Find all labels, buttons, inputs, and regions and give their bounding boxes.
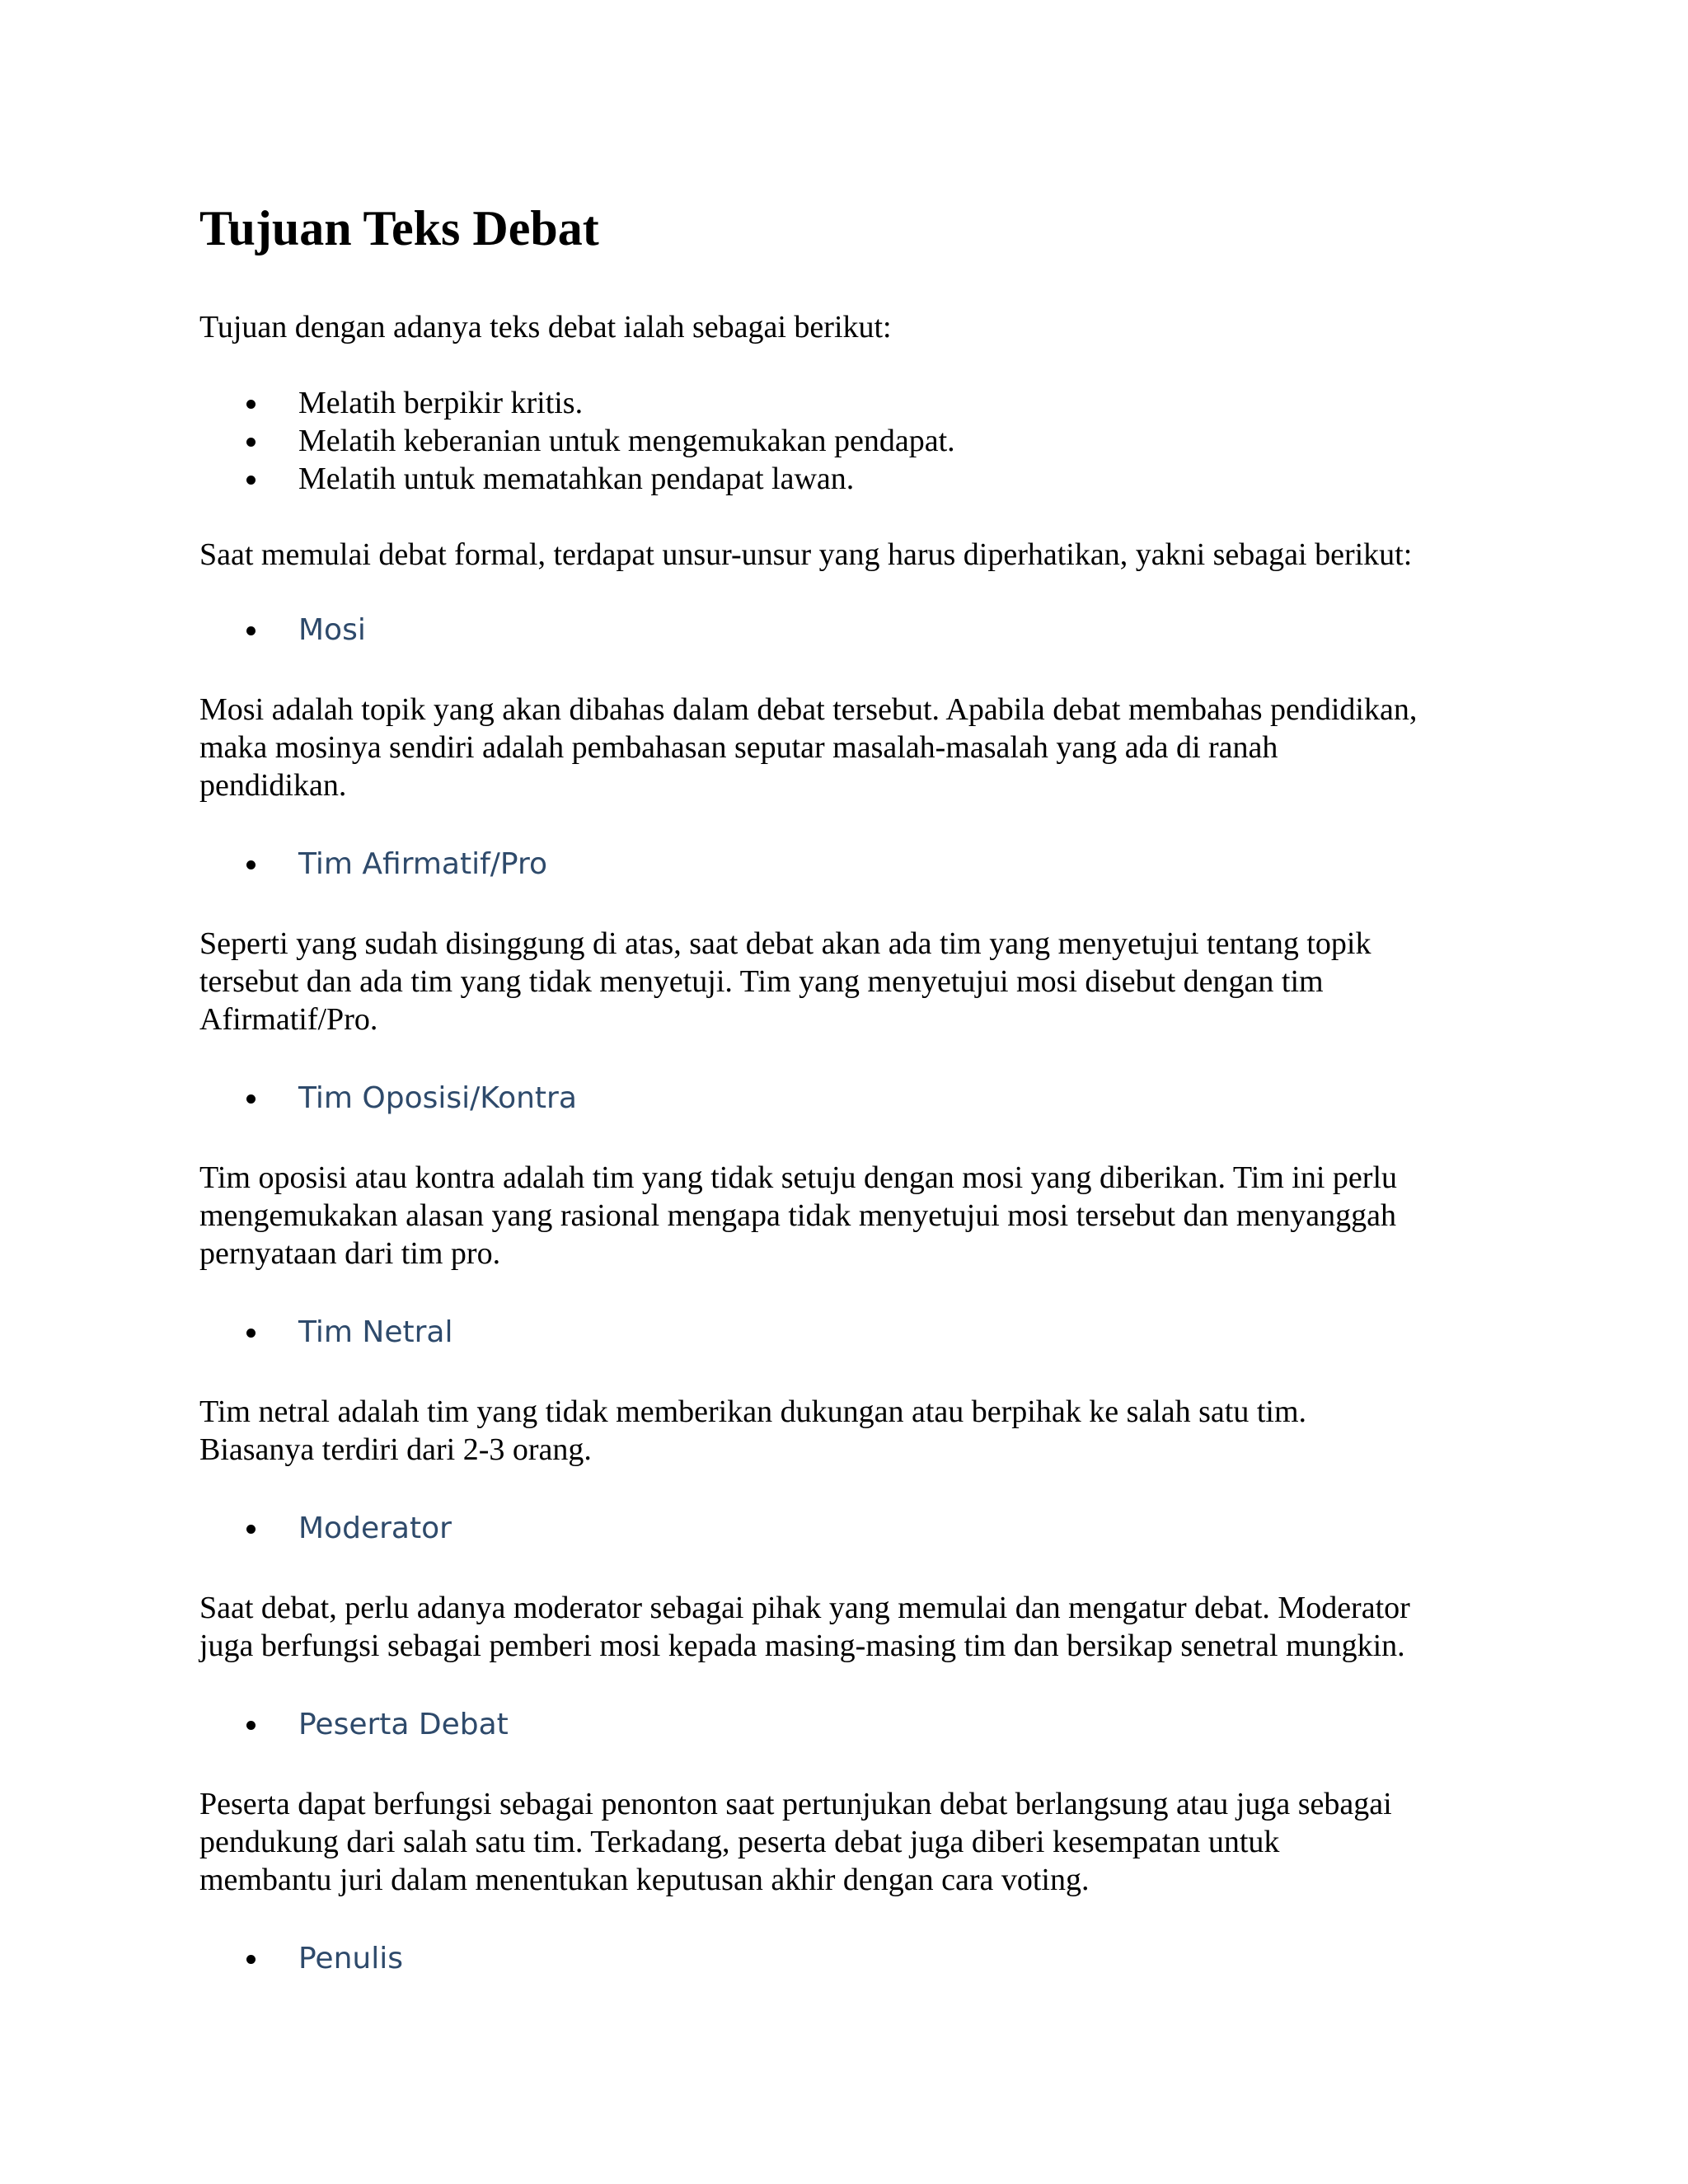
section-heading-label: Penulis [298,1942,403,1975]
section-heading-label: Mosi [298,613,366,647]
list-item [199,422,1485,460]
paragraph-line: Biasanya terdiri dari 2-3 orang. [199,1432,592,1467]
list-item [199,460,1485,498]
bullet-icon [246,1525,256,1534]
section-paragraph-netral [199,1393,1485,1469]
list-item [199,384,1485,422]
bullet-icon [246,626,256,635]
paragraph-line: pernyataan dari tim pro. [199,1236,501,1271]
section-heading-moderator [199,1510,1485,1548]
paragraph-line: maka mosinya sendiri adalah pembahasan seputar masalah-masalah yang ada di ranah [199,730,1278,765]
paragraph-line: Seperti yang sudah disinggung di atas, saat debat akan ada tim yang menyetujui tentang topik [199,926,1372,961]
bullet-icon [246,1955,256,1964]
section-paragraph-oposisi [199,1159,1485,1272]
list-item-text: Melatih berpikir kritis. [298,386,584,420]
elements-intro-paragraph: Saat memulai debat formal, terdapat unsur-unsur yang harus diperhatikan, yakni sebagai berikut: [199,537,1413,572]
section-heading-label: Peserta Debat [298,1708,509,1741]
section-heading-label: Tim Afirmatif/Pro [298,847,548,881]
bullet-icon [246,400,256,409]
paragraph-line: Tim netral adalah tim yang tidak memberikan dukungan atau berpihak ke salah satu tim. [199,1394,1307,1429]
bullet-icon [246,860,256,869]
bullet-icon [246,1721,256,1730]
section-paragraph-afirmatif [199,925,1485,1038]
section-paragraph-mosi [199,691,1485,804]
section-heading-label: Moderator [298,1511,452,1545]
paragraph-line: Tim oposisi atau kontra adalah tim yang tidak setuju dengan mosi yang diberikan. Tim ini perlu [199,1160,1397,1195]
paragraph-line: pendukung dari salah satu tim. Terkadang, peserta debat juga diberi kesempatan untuk [199,1825,1280,1859]
bullet-icon [246,1329,256,1338]
paragraph-line: juga berfungsi sebagai pemberi mosi kepada masing-masing tim dan bersikap senetral mungkin. [199,1629,1405,1663]
intro-paragraph: Tujuan dengan adanya teks debat ialah sebagai berikut: [199,310,892,344]
section-heading-afirmatif [199,846,1485,883]
section-paragraph-peserta [199,1785,1485,1899]
page-title: Tujuan Teks Debat [199,201,599,255]
paragraph-line: mengemukakan alasan yang rasional mengapa tidak menyetujui mosi tersebut dan menyanggah [199,1198,1396,1233]
section-heading-label: Tim Netral [298,1315,453,1349]
bullet-icon [246,1094,256,1104]
goals-list [199,384,1485,498]
section-heading-oposisi [199,1080,1485,1118]
paragraph-line: Afirmatif/Pro. [199,1002,378,1037]
paragraph-line: pendidikan. [199,768,347,803]
section-heading-netral [199,1314,1485,1352]
paragraph-line: membantu juri dalam menentukan keputusan akhir dengan cara voting. [199,1863,1090,1897]
section-heading-peserta [199,1706,1485,1744]
list-item-text: Melatih untuk mematahkan pendapat lawan. [298,462,855,496]
section-heading-penulis [199,1940,1485,1978]
section-heading-label: Tim Oposisi/Kontra [298,1081,577,1115]
list-item-text: Melatih keberanian untuk mengemukakan pendapat. [298,424,955,458]
paragraph-line: Peserta dapat berfungsi sebagai penonton saat pertunjukan debat berlangsung atau juga sebagai [199,1787,1392,1821]
bullet-icon [246,438,256,447]
paragraph-line: Mosi adalah topik yang akan dibahas dalam debat tersebut. Apabila debat membahas pendidikan, [199,692,1418,727]
paragraph-line: tersebut dan ada tim yang tidak menyetuji. Tim yang menyetujui mosi disebut dengan tim [199,964,1324,999]
document-content [199,194,1485,1978]
bullet-icon [246,476,256,485]
section-paragraph-moderator [199,1589,1485,1665]
section-heading-mosi [199,612,1485,649]
paragraph-line: Saat debat, perlu adanya moderator sebagai pihak yang memulai dan mengatur debat. Moderator [199,1591,1410,1625]
